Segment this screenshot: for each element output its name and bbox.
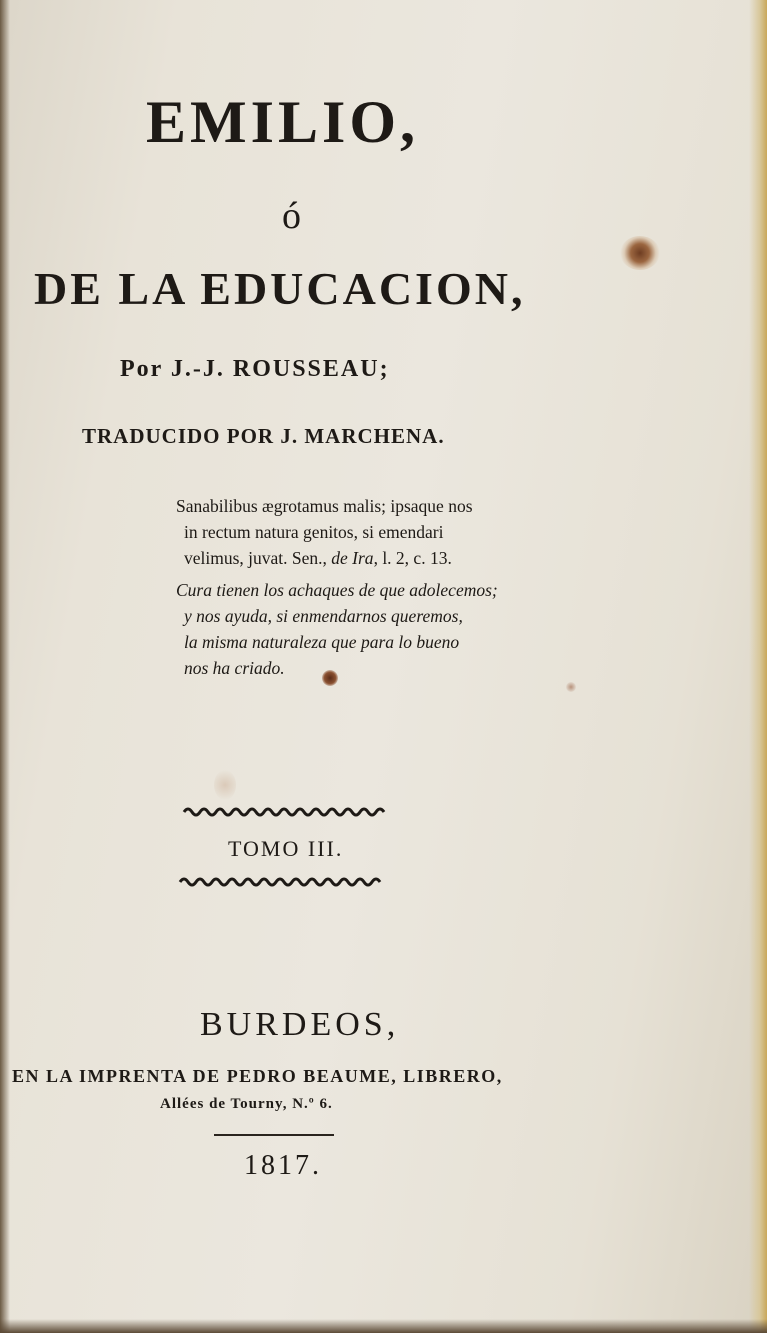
book-subtitle: DE LA EDUCACION,	[34, 263, 526, 314]
divider-rule	[214, 1134, 334, 1136]
imprint-city: BURDEOS,	[200, 1006, 400, 1043]
epigraph-latin-line: Sanabilibus ægrotamus malis; ipsaque nos	[176, 496, 473, 516]
page-bottom-shadow	[0, 1319, 767, 1333]
volume-label: TOMO III.	[228, 836, 344, 861]
epigraph-spanish-line: la misma naturaleza que para lo bueno	[184, 632, 460, 652]
epigraph-latin-line: in rectum natura genitos, si emendari	[184, 522, 444, 542]
foxing-stain	[566, 682, 576, 692]
book-title: EMILIO,	[146, 89, 420, 155]
author-line: Por J.-J. ROUSSEAU;	[120, 356, 390, 382]
ornamental-rule	[178, 876, 384, 888]
page-gilt-edge	[749, 0, 767, 1333]
ornamental-rule	[182, 806, 388, 818]
foxing-stain	[322, 670, 338, 686]
foxing-stain	[214, 770, 236, 800]
epigraph-spanish-line: nos ha criado.	[184, 658, 285, 678]
epigraph-spanish-line: y nos ayuda, si enmendarnos queremos,	[184, 606, 463, 626]
epigraph-spanish-line: Cura tienen los achaques de que adolecemos;	[176, 580, 498, 600]
imprint-printer: EN LA IMPRENTA DE PEDRO BEAUME, LIBRERO,	[12, 1066, 503, 1086]
citation-work: de Ira	[331, 548, 374, 568]
imprint-year: 1817.	[244, 1150, 322, 1181]
title-conjunction: ó	[282, 195, 301, 237]
foxing-stain	[620, 236, 660, 270]
translator-line: TRADUCIDO POR J. MARCHENA.	[82, 424, 445, 448]
citation-rest: , l. 2, c. 13.	[373, 548, 452, 568]
imprint-address: Allées de Tourny, N.º 6.	[160, 1096, 333, 1112]
page-edge-shadow	[0, 0, 10, 1333]
epigraph-citation	[184, 548, 452, 569]
citation-prefix: velimus, juvat. Sen.,	[184, 548, 327, 568]
